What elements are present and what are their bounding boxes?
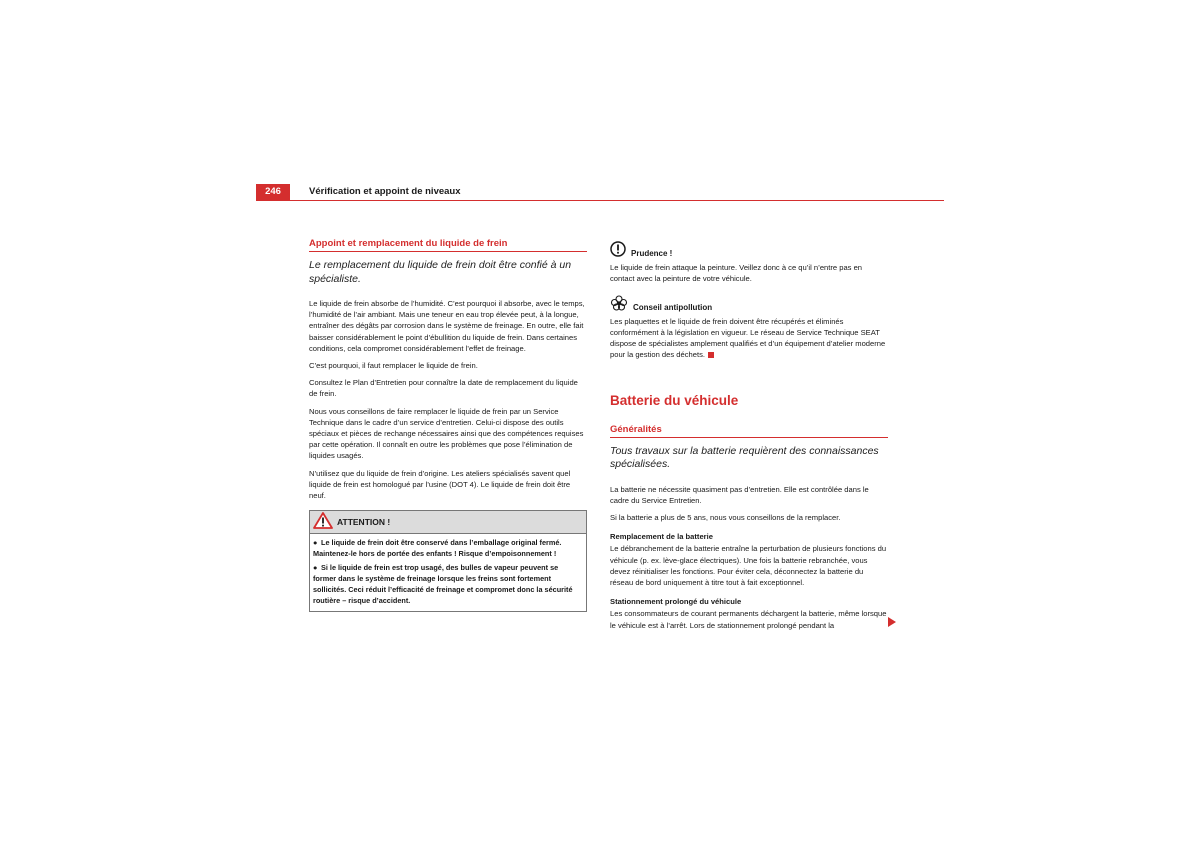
- paragraph: Si la batterie a plus de 5 ans, nous vous conseillons de la remplacer.: [610, 513, 841, 523]
- generalites-heading: Généralités: [610, 423, 888, 438]
- right-column: [610, 241, 888, 637]
- warning-triangle-icon: [313, 512, 333, 532]
- paragraph: Consultez le Plan d’Entretien pour connaître la date de remplacement du liquide de frein.: [309, 378, 578, 399]
- page-number: 246: [256, 184, 290, 200]
- eco-note: [610, 295, 888, 361]
- warning-item: ● Le liquide de frein doit être conservé dans l’emballage original fermé. Maintenez-le hors de portée des enfants ! Risque d’empoisonnement !: [313, 538, 562, 559]
- continue-arrow-icon: [888, 617, 896, 627]
- brake-fluid-heading: Appoint et remplacement du liquide de frein: [309, 237, 587, 252]
- battery-lead: Tous travaux sur la batterie requièrent des connaissances spécialisées.: [610, 444, 879, 471]
- paragraph: La batterie ne nécessite quasiment pas d’entretien. Elle est contrôlée dans le cadre du Service Entretien.: [610, 484, 869, 505]
- eco-header: [610, 295, 888, 314]
- caution-note: [610, 241, 888, 285]
- paragraph: Le débranchement de la batterie entraîne la perturbation de plusieurs fonctions du véhicule (p. ex. lève-glace électriques). Une fois la batterie rebranchée, vous devez réinitialiser les fonctions. Pour éviter cela, déconnectez la batterie du réseau de bord uniquement à titre tout à fait exceptionnel.: [610, 544, 887, 588]
- paragraph: Le liquide de frein absorbe de l’humidité. C’est pourquoi il absorbe, avec le temps, l’humidité de l’air ambiant. Mais une teneur en eau trop élevée peut, à la longue, entraîner des dégâts par corrosion dans le système de freinage. En outre, elle fait baisser considérablement le point d’ébullition du liquide de frein. Dans certaines conditions, cela compromet considérablement l’effet de freinage.: [309, 299, 585, 353]
- paragraph: Les consommateurs de courant permanents déchargent la batterie, même lorsque le véhicule est à l’arrêt. Lors de stationnement prolongé pendant la: [610, 609, 887, 630]
- brake-fluid-lead: Le remplacement du liquide de frein doit être confié à un spécialiste.: [309, 259, 572, 285]
- caution-header: [610, 241, 888, 260]
- page-title: Vérification et appoint de niveaux: [309, 186, 461, 197]
- paragraph: C’est pourquoi, il faut remplacer le liquide de frein.: [309, 361, 478, 371]
- left-column: [309, 237, 587, 612]
- warning-box: [309, 510, 587, 612]
- header-rule: [256, 200, 944, 201]
- battery-section-title: Batterie du véhicule: [610, 392, 739, 408]
- warning-header: [310, 511, 586, 534]
- eco-text: Les plaquettes et le liquide de frein doivent être récupérés et éliminés conformément à la législation en vigueur. Le réseau de Service Technique SEAT dispose de spécialistes amplement qualifiés et d’un équipement d’atelier moderne pour la gestion des déchets.: [610, 316, 886, 360]
- replace-battery-heading: Remplacement de la batterie: [610, 532, 713, 542]
- caution-text: Le liquide de frein attaque la peinture. Veillez donc à ce qu’il n’entre pas en contact avec la peinture de votre véhicule.: [610, 263, 863, 284]
- paragraph: N’utilisez que du liquide de frein d’origine. Les ateliers spécialisés savent quel liquide de frein est homologué par l’usine (DOT 4). Le liquide de frein doit être neuf.: [309, 468, 571, 501]
- warning-body: [310, 534, 586, 611]
- page-header: [256, 184, 944, 202]
- eco-title: Conseil antipollution: [633, 302, 713, 312]
- parking-heading: Stationnement prolongé du véhicule: [610, 597, 742, 607]
- end-of-section-marker: [708, 352, 714, 358]
- flower-icon: [610, 295, 628, 314]
- exclamation-circle-icon: [610, 241, 626, 260]
- paragraph: Nous vous conseillons de faire remplacer le liquide de frein par un Service Technique dans le cadre d’un service d’entretien. Celui-ci dispose des outils spéciaux et pièces de rechange nécessaires ainsi que des compétences requises par cette opération. Il connaît en outre les problèmes que pose l’élimination de liquides usagés.: [309, 406, 584, 461]
- bullet-icon: ●: [313, 563, 318, 573]
- warning-title: ATTENTION !: [337, 516, 391, 527]
- caution-title: Prudence !: [631, 249, 673, 258]
- bullet-icon: ●: [313, 538, 318, 548]
- warning-item: ● Si le liquide de frein est trop usagé, des bulles de vapeur peuvent se former dans le système de freinage lorsque les freins sont fortement sollicités. Ceci réduit l’efficacité de freinage et compromet donc la sécurité routière – risque d’accident.: [313, 563, 573, 606]
